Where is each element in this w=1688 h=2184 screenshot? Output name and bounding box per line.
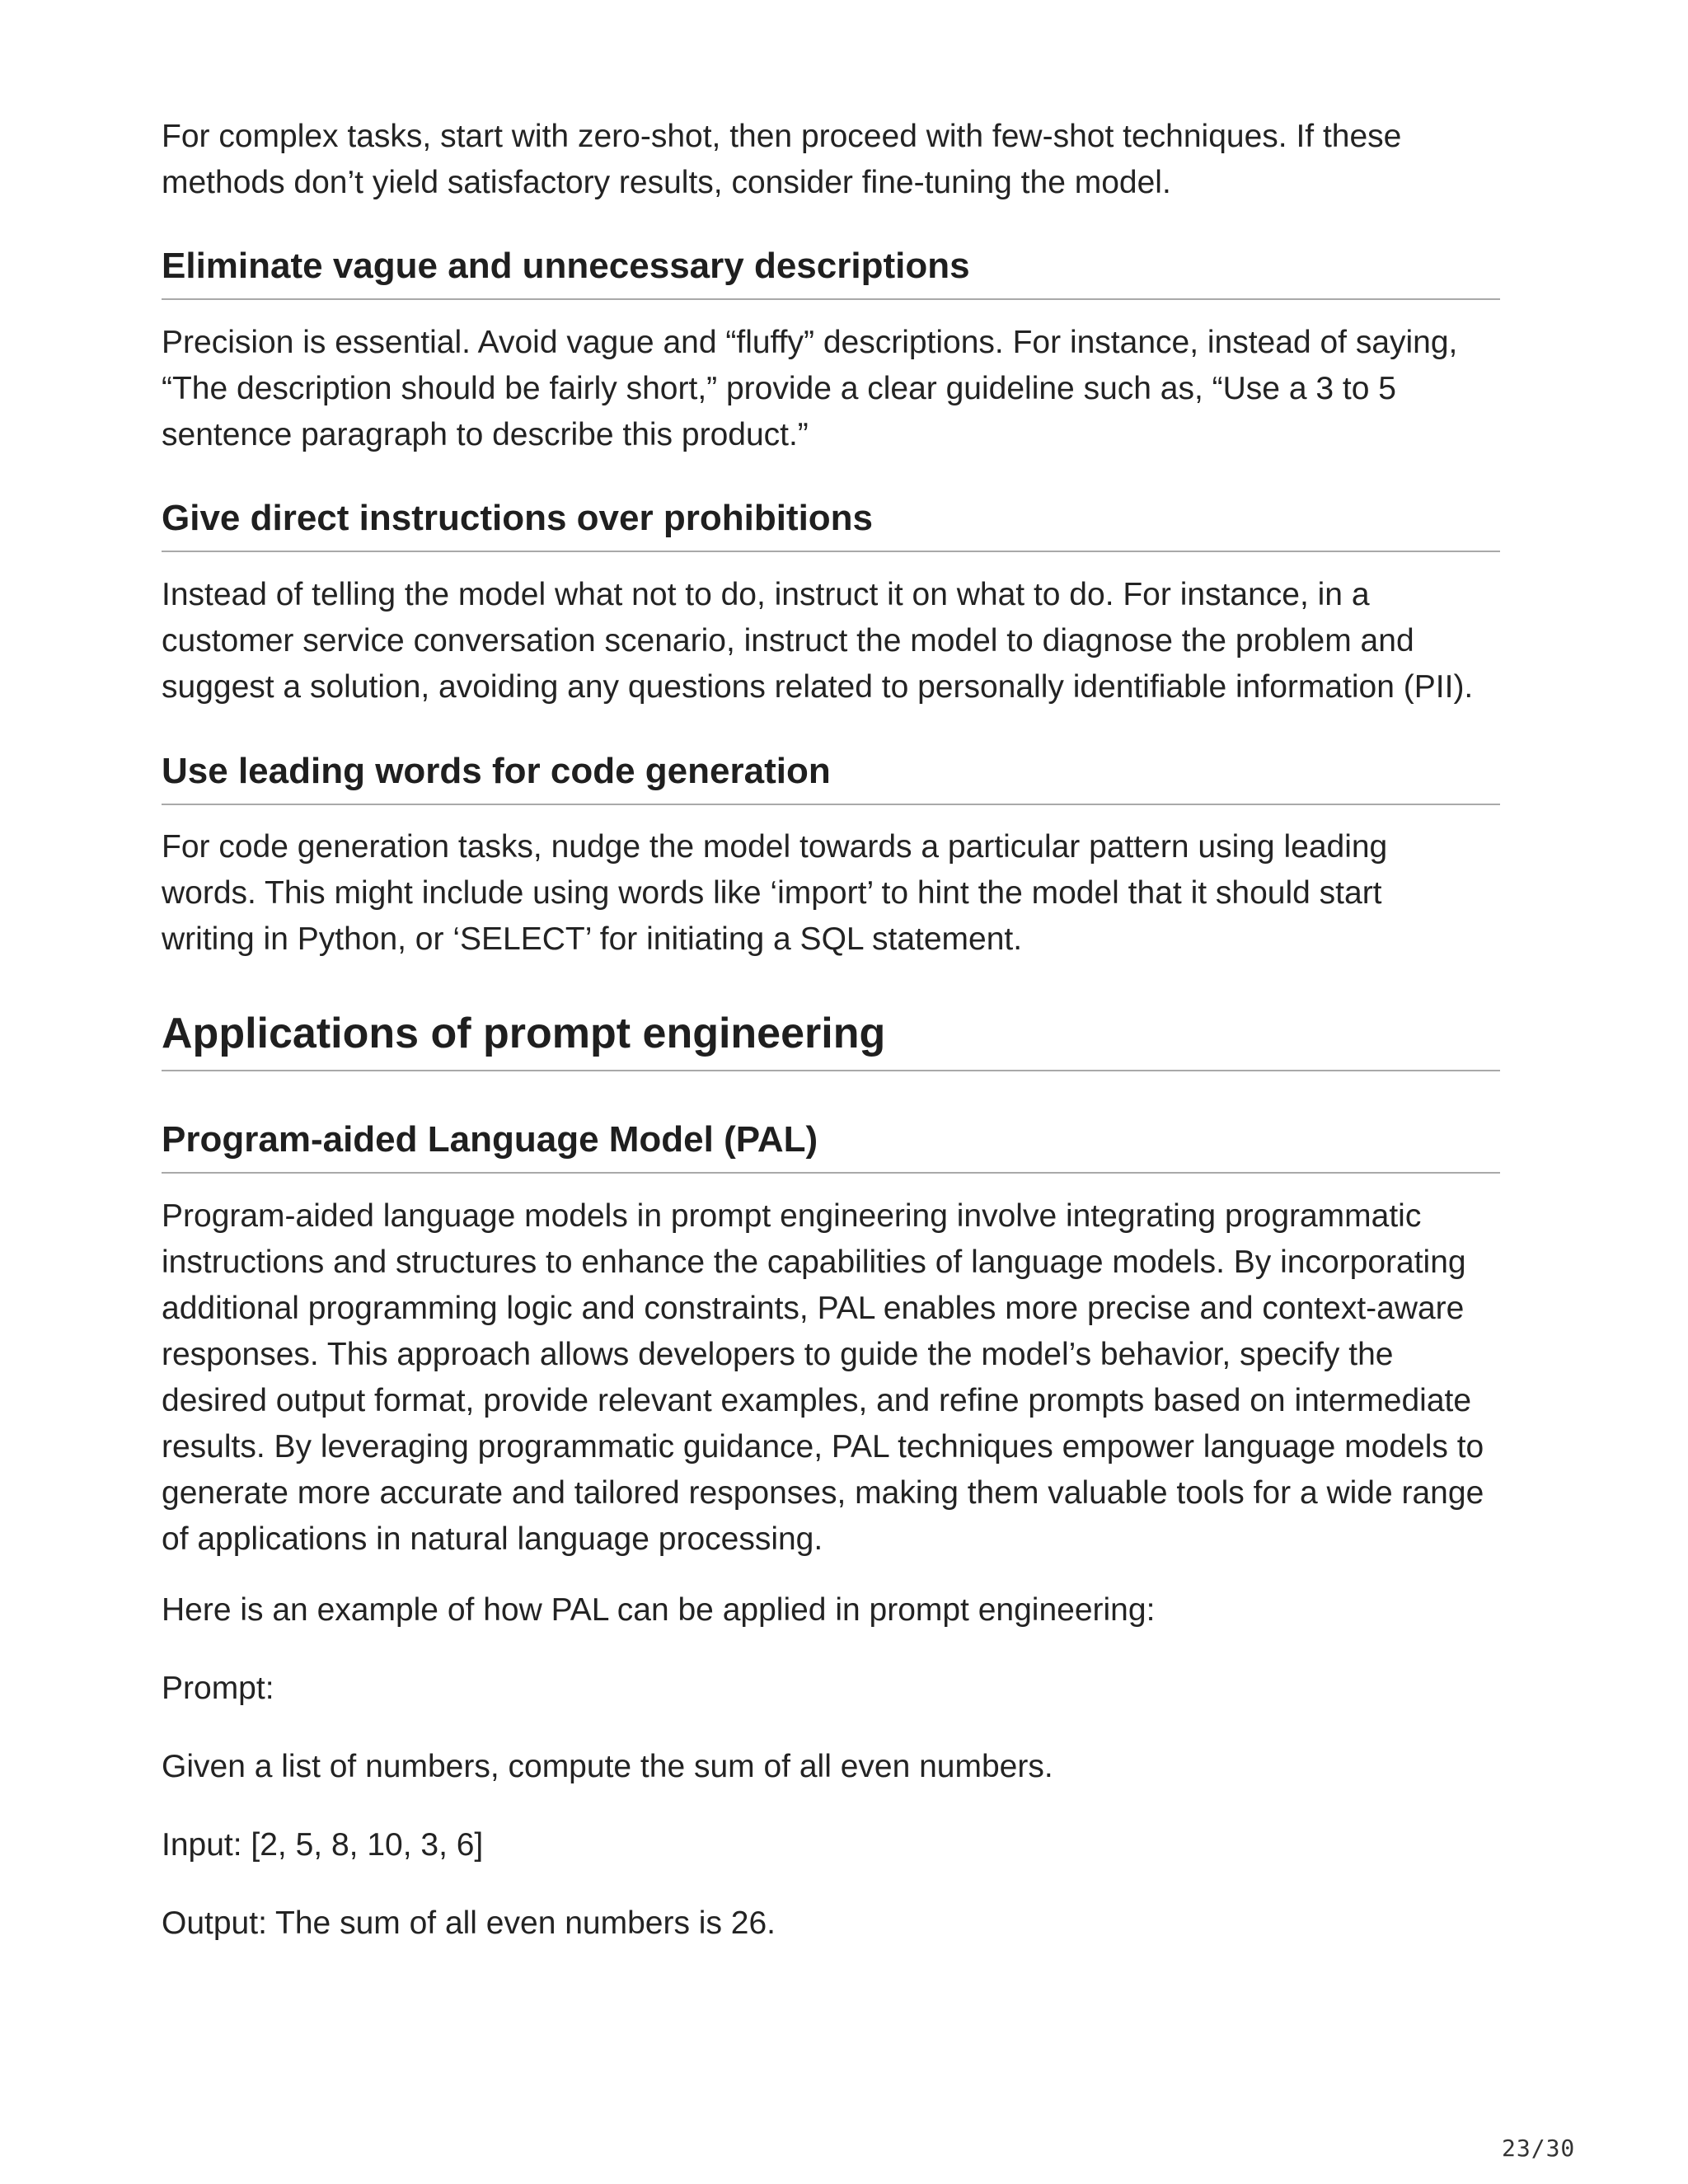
intro-paragraph: For complex tasks, start with zero-shot, then proceed with few-shot techniques. If these methods don’t yield satisfactory results, consider fine-tuning the model. <box>162 119 1402 200</box>
section-body-direct-instructions: Instead of telling the model what not to do, instruct it on what to do. For instance, in a customer service conversation scenario, instruct the model to diagnose the problem and suggest a solution, avoiding any questions related to personally identifiable information (PII). <box>162 577 1474 705</box>
section-body-eliminate-vague: Precision is essential. Avoid vague and “fluffy” descriptions. For instance, instead of saying, “The description should be fairly short,” provide a clear guideline such as, “Use a 3 to 5 sentence paragraph to describe this product.” <box>162 325 1458 452</box>
applications-heading: Applications of prompt engineering <box>162 1007 1500 1071</box>
pal-output-text: Output: The sum of all even numbers is 26. <box>162 1905 776 1941</box>
pal-body: Program-aided language models in prompt engineering involve integrating programmatic instructions and structures to enhance the capabilities of language models. By incorporating additional programming logic and constraints, PAL enables more precise and context-aware responses. This approach allows developers to guide the model’s behavior, specify the desired output format, provide relevant examples, and refine prompts based on intermediate results. By leveraging programmatic guidance, PAL techniques empower language models to generate more accurate and tailored responses, making them valuable tools for a wide range of applications in natural language processing. <box>162 1198 1484 1557</box>
pal-prompt-label: Prompt: <box>162 1671 274 1706</box>
pal-input-text: Input: [2, 5, 8, 10, 3, 6] <box>162 1827 484 1863</box>
section-heading-direct-instructions: Give direct instructions over prohibitions <box>162 496 1500 552</box>
pal-example-intro: Here is an example of how PAL can be applied in prompt engineering: <box>162 1592 1156 1628</box>
section-heading-eliminate-vague: Eliminate vague and unnecessary descriptions <box>162 244 1500 300</box>
pal-heading: Program-aided Language Model (PAL) <box>162 1118 1500 1174</box>
section-heading-leading-words: Use leading words for code generation <box>162 749 1500 805</box>
page-number: 23/30 <box>1502 2135 1576 2162</box>
pal-prompt-text: Given a list of numbers, compute the sum of all even numbers. <box>162 1749 1053 1784</box>
section-body-leading-words: For code generation tasks, nudge the model towards a particular pattern using leading words. This might include using words like ‘import’ to hint the model that it should start writing in Python, or ‘SELECT’ for initiating a SQL statement. <box>162 829 1388 957</box>
